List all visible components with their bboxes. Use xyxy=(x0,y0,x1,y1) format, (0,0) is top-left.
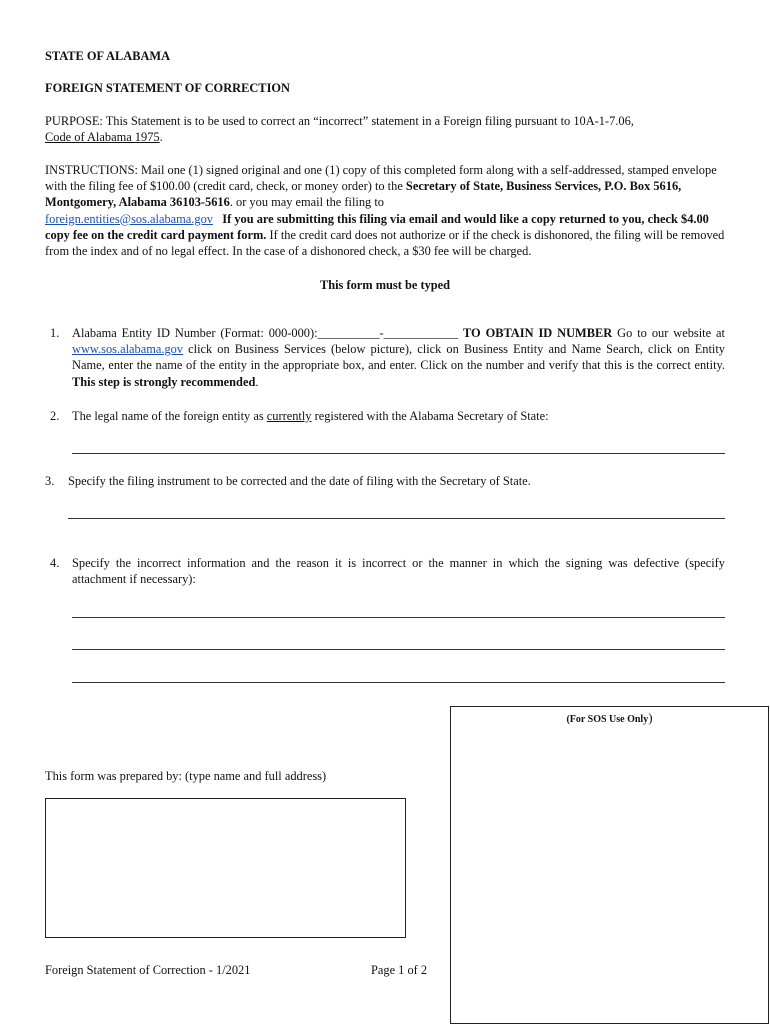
entity-id-field-2[interactable]: ____________ xyxy=(383,326,459,340)
entity-id-field-1[interactable]: __________ xyxy=(317,326,380,340)
prepared-by-box[interactable] xyxy=(45,798,406,938)
item2-text: The legal name of the foreign entity as currently registered with the Alabama Secretary of State: xyxy=(72,409,549,423)
item3-text: Specify the filing instrument to be corrected and the date of filing with the Secretary of State. xyxy=(68,474,531,488)
instructions-paragraph: INSTRUCTIONS: Mail one (1) signed original and one (1) copy of this completed form along with a self-addressed, stamped envelope with the filing fee of $100.00 (credit card, check, or money order) to the Secretary of State, Business Services, P.O. Box 5616, Montgomery, Alabama 36103-5616. or you may email the filing to foreign.entities@sos.alabama.gov If you are submitting this filing via email and would like a copy returned to you, check $4.00 copy fee on the credit card payment form. If the credit card does not authorize or if the check is dishonored, the filing will be removed from the index and of no legal effect. In the case of a dishonored check, a $30 fee will be charged. xyxy=(45,163,725,259)
purpose-paragraph: PURPOSE: This Statement is to be used to correct an “incorrect” statement in a Foreign filing pursuant to 10A-1-7.06, Code of Alabama 1975. xyxy=(45,114,634,145)
sos-use-box xyxy=(450,706,769,1024)
footer-page-number: Page 1 of 2 xyxy=(371,963,428,977)
copy-fee-notice: If you are submitting this filing via email and would like a copy returned to you, check $4.00 copy fee on the credit card payment form. xyxy=(45,211,709,242)
sos-use-label: (For SOS Use Only) xyxy=(566,710,653,725)
mailing-address: Secretary of State, Business Services, P.O. Box 5616, Montgomery, Alabama 36103-5616 xyxy=(45,179,682,210)
email-link[interactable]: foreign.entities@sos.alabama.gov xyxy=(45,211,213,226)
typed-notice: This form must be typed xyxy=(319,278,451,292)
sos-website-link[interactable]: www.sos.alabama.gov xyxy=(72,342,184,357)
prepared-by-label: This form was prepared by: (type name and full address) xyxy=(45,769,327,783)
instructions-rest: If the credit card does not authorize or if the check is dishonored, the filing will be removed from the index and of no legal effect. In the case of a dishonored check, a $30 fee will be charged. xyxy=(45,227,725,259)
correction-line-3[interactable] xyxy=(72,682,725,683)
item2-number: 2. xyxy=(50,409,60,423)
item4-number: 4. xyxy=(50,556,60,570)
item3-number: 3. xyxy=(45,474,55,488)
correction-line-1[interactable] xyxy=(72,617,725,618)
entity-name-line[interactable] xyxy=(72,453,725,454)
code-of-alabama-link[interactable]: Code of Alabama 1975 xyxy=(45,130,160,145)
item1-number: 1. xyxy=(50,326,60,340)
state-heading: STATE OF ALABAMA xyxy=(45,49,171,63)
purpose-text: PURPOSE: This Statement is to be used to correct an “incorrect” statement in a Foreign filing pursuant to 10A-1-7.06, xyxy=(45,114,634,128)
footer-form-name: Foreign Statement of Correction - 1/2021 xyxy=(45,963,251,977)
form-title: FOREIGN STATEMENT OF CORRECTION xyxy=(45,81,290,95)
item4-text: Specify the incorrect information and the reason it is incorrect or the manner in which the signing was defective (specify attachment if necessary): xyxy=(72,556,725,587)
correction-line-2[interactable] xyxy=(72,649,725,650)
item1-text: Alabama Entity ID Number (Format: 000-000):__________-____________ TO OBTAIN ID NUMBER Go to our website at www.sos.alabama.gov click on Business Services (below picture), click on Business Entity and Name Search, click on Entity Name, enter the name of the entity in the appropriate box, and enter. Click on the number and verify that this is the correct entity. This step is strongly recommended. xyxy=(72,326,725,389)
instructions-lead: INSTRUCTIONS: Mail one (1) signed original and one (1) copy of this completed form along with a self-addressed, stamped envelope with the filing fee of $100.00 (credit card, check, or money order) to the xyxy=(45,163,717,194)
filing-instrument-line[interactable] xyxy=(68,518,725,519)
